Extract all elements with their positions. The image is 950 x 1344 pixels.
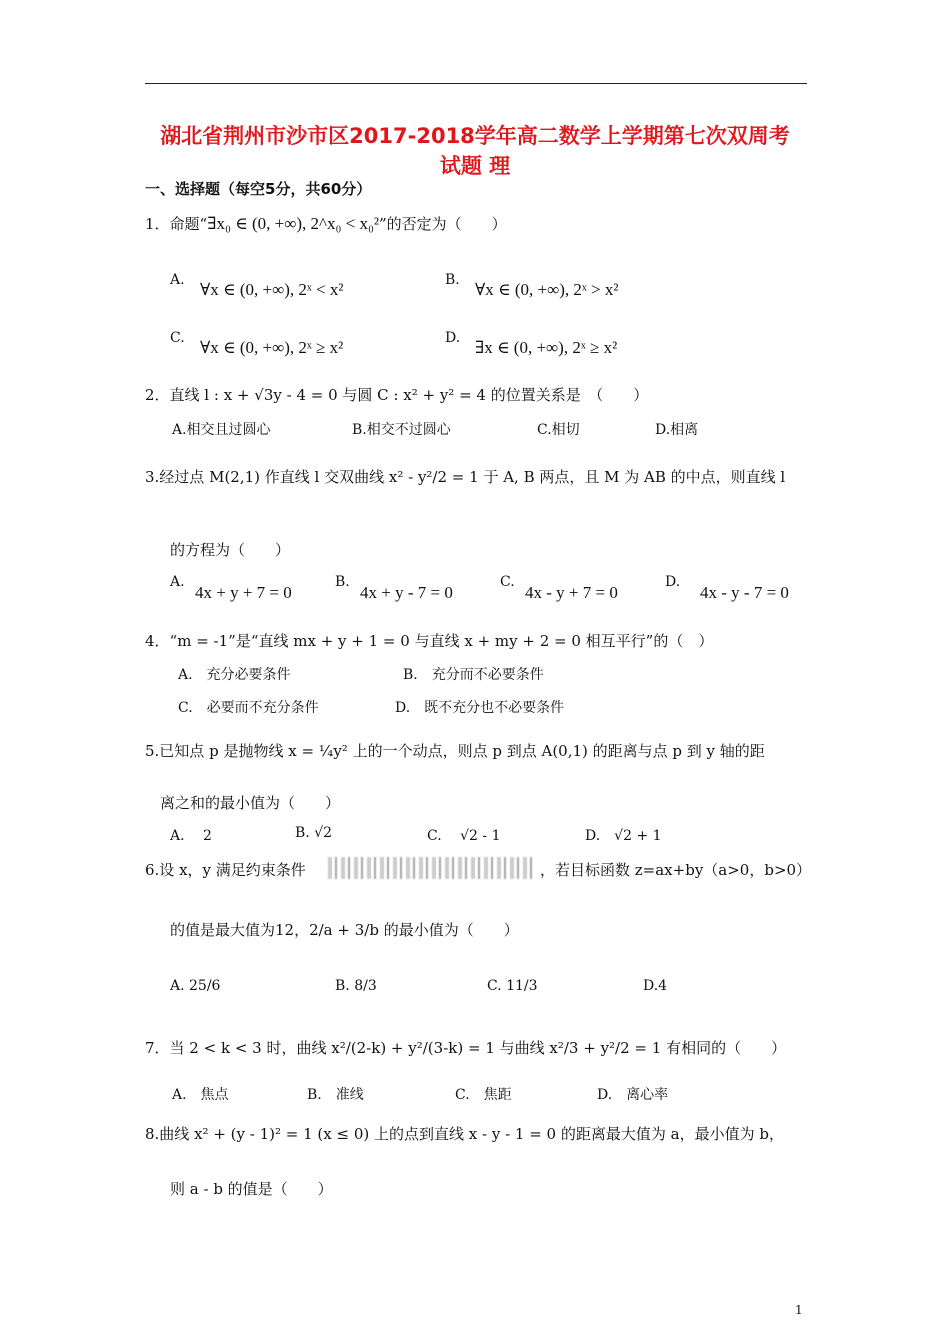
q3-option-b-label: B. [335, 574, 350, 590]
q4-option-a: A. 充分必要条件 [178, 667, 291, 683]
q3-option-d-label: D. [665, 574, 681, 590]
q4-option-d: D. 既不充分也不必要条件 [395, 700, 565, 716]
q7-option-d: D. 离心率 [597, 1087, 669, 1103]
q5-option-d: D. √2 + 1 [585, 828, 662, 844]
q4-option-c: C. 必要而不充分条件 [178, 700, 319, 716]
q3-option-b: 4x + y - 7 = 0 [360, 583, 453, 602]
q2-option-a: A.相交且过圆心 [172, 422, 271, 438]
q3-option-c-label: C. [500, 574, 515, 590]
q4-stem: 4．“m = -1”是“直线 mx + y + 1 = 0 与直线 x + my + 2 = 0 相互平行”的（ ） [145, 632, 714, 650]
document-title-line2: 试题 理 [439, 154, 511, 178]
q1-stem-prefix: 1．命题“ [145, 215, 208, 233]
q3-stem-continued: 的方程为（ ） [170, 541, 291, 559]
header-rule [145, 83, 807, 84]
q8-stem-continued: 则 a - b 的值是（ ） [170, 1180, 333, 1198]
q1-stem-suffix: ”的否定为（ ） [379, 215, 507, 233]
section-heading: 一、选择题（每空5分，共60分） [145, 180, 372, 198]
q1-stem [145, 213, 507, 234]
q3-stem: 3.经过点 M(2,1) 作直线 l 交双曲线 x² - y²/2 = 1 于 A, B 两点，且 M 为 AB 的中点，则直线 l [145, 468, 786, 486]
page-number: 1 [795, 1303, 803, 1317]
q6-stem-continued: 的值是最大值为12，2/a + 3/b 的最小值为（ ） [170, 921, 519, 939]
q3-option-d: 4x - y - 7 = 0 [700, 583, 789, 602]
q3-option-a: 4x + y + 7 = 0 [195, 583, 292, 602]
q1-option-b-label: B. [445, 272, 460, 288]
q3-option-c: 4x - y + 7 = 0 [525, 583, 618, 602]
q6-option-b: B. 8/3 [335, 978, 377, 994]
q2-stem: 2．直线 l : x + √3y - 4 = 0 与圆 C : x² + y² = 4 的位置关系是 （ ） [145, 386, 649, 404]
q5-stem-continued: 离之和的最小值为（ ） [160, 794, 341, 812]
q5-stem: 5.已知点 p 是抛物线 x = ¼y² 上的一个动点，则点 p 到点 A(0,1) 的距离与点 p 到 y 轴的距 [145, 742, 765, 760]
document-title-line1: 湖北省荆州市沙市区2017-2018学年高二数学上学期第七次双周考 [160, 124, 790, 148]
q5-option-a: A. 2 [170, 828, 212, 844]
q7-stem: 7．当 2 < k < 3 时，曲线 x²/(2-k) + y²/(3-k) = 1 与曲线 x²/3 + y²/2 = 1 有相同的（ ） [145, 1039, 787, 1057]
q6-stem-prefix: 6.设 x，y 满足约束条件 [145, 861, 306, 879]
q6-option-d: D.4 [643, 978, 668, 994]
q2-option-b: B.相交不过圆心 [352, 422, 451, 438]
q4-option-b: B. 充分而不必要条件 [403, 667, 544, 683]
q1-option-a-label: A. [170, 272, 185, 288]
q7-option-a: A. 焦点 [172, 1087, 229, 1103]
q6-stem-suffix: ，若目标函数 z=ax+by（a>0，b>0） [540, 861, 812, 879]
q1-option-d-label: D. [445, 330, 461, 346]
q3-option-a-label: A. [170, 574, 185, 590]
q7-option-c: C. 焦距 [455, 1087, 512, 1103]
q1-option-c-label: C. [170, 330, 185, 346]
q1-stem-math: ∃x₀ ∈ (0, +∞), 2^x₀ < x₀² [207, 214, 379, 233]
q5-option-c: C. √2 - 1 [427, 828, 501, 844]
constraint-system-image [328, 857, 534, 879]
q6-option-c: C. 11/3 [487, 978, 538, 994]
q1-option-d: ∃x ∈ (0, +∞), 2ˣ ≥ x² [475, 338, 618, 357]
q5-option-b: B. √2 [295, 825, 333, 841]
q8-stem: 8.曲线 x² + (y - 1)² = 1 (x ≤ 0) 上的点到直线 x - y - 1 = 0 的距离最大值为 a，最小值为 b， [145, 1125, 784, 1143]
q1-option-a: ∀x ∈ (0, +∞), 2ˣ < x² [200, 280, 344, 299]
q7-option-b: B. 准线 [307, 1087, 364, 1103]
q2-option-d: D.相离 [655, 422, 699, 438]
q1-option-c: ∀x ∈ (0, +∞), 2ˣ ≥ x² [200, 338, 344, 357]
q1-option-b: ∀x ∈ (0, +∞), 2ˣ > x² [475, 280, 619, 299]
q6-option-a: A. 25/6 [170, 978, 221, 994]
q2-option-c: C.相切 [537, 422, 580, 438]
